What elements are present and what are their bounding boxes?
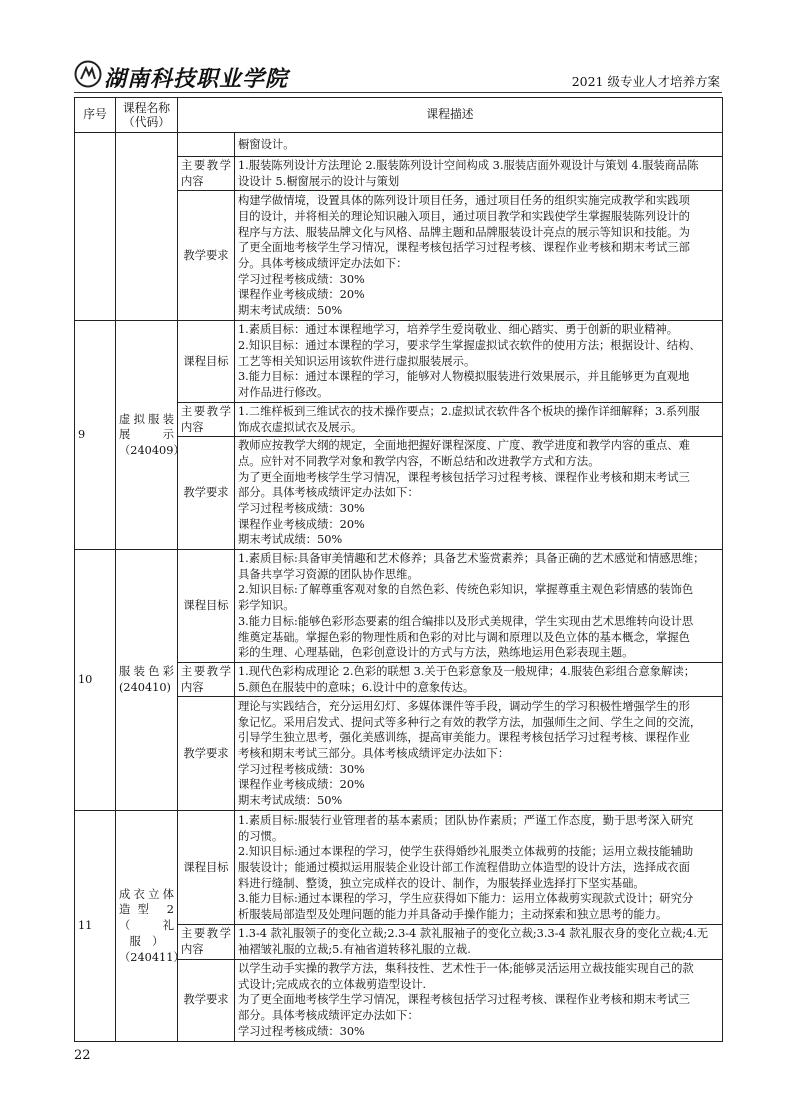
header-course-description: 课程描述 [178,98,723,133]
cell-label-empty [178,133,235,157]
cell-name-empty [116,133,178,321]
req-text: 教师应按教学大纲的规定，全面地把握好课程深度、广度、教学进度和教学内容的重点、难 点。应针对不同教学对象和教学内容，不断总结和改进教学方式和方法。 为了更全面地考核学生学习情况，课程考核包括学习过程考核、课程作业考核和期末考试三 部分。具体考核成绩评定办法如下： 学习过程考核成绩：30% 课程作业考核成绩：20% 期末考试成绩：50% [235,437,723,550]
req-label: 教学要求 [178,437,235,550]
document-title: 2021 级专业人才培养方案 [571,74,720,89]
course-name: 服装色彩 (240410) [116,550,178,811]
content-label: 主要教学内容 [178,157,235,191]
page-number: 22 [74,1048,91,1063]
content-text: 1.现代色彩构成理论 2.色彩的联想 3.关于色彩意象及一般规律；4.服装色彩组合意象解读； 5.颜色在服装中的意味；6.设计中的意象传达。 [235,662,723,696]
school-logo [74,60,289,92]
content-label: 主要教学内容 [178,925,235,959]
course-name: 虚拟服装 展 示 （240409） [116,321,178,550]
cell-num-empty [75,133,116,321]
goal-label: 课程目标 [178,321,235,402]
content-text: 1.二维样板到三维试衣的技术操作要点；2.虚拟试衣软件各个板块的操作详细解释；3.系列服 饰成衣虚拟试衣及展示。 [235,402,723,436]
goal-label: 课程目标 [178,811,235,925]
goal-text: 1.素质目标:服装行业管理者的基本素质；团队协作素质；严谨工作态度，勤于思考深入研究 的习惯。 2.知识目标:通过本课程的学习，使学生获得婚纱礼服类立体裁剪的技能；运用立裁技能辅助 服装设计；能通过模拟运用服装企业设计部工作流程借助立体造型的设计方法，选择成衣面 料进行缝制、整烫，独立完成样衣的设计、制作，为服装择业选择打下坚实基础。 3.能力目标:通过本课程的学习，学生应获得如下能力：运用立体裁剪实现款式设计；研究分 析服装局部造型及处理问题的能力并具备动手操作能力；主动探索和独立思考的能力。 [235,811,723,925]
content-text: 1.3-4 款礼服领子的变化立裁;2.3-4 款礼服袖子的变化立裁;3.3-4 款礼服衣身的变化立裁;4.无 袖褶皱礼服的立裁;5.有袖省道转移礼服的立裁. [235,925,723,959]
content-label: 主要教学内容 [178,662,235,696]
table-header-row [75,98,723,133]
table-row [75,550,723,663]
req-text: 以学生动手实操的教学方法，集科技性、艺术性于一体;能够灵活运用立裁技能实现自己的款 式设计;完成成衣的立体裁剪造型设计. 为了更全面地考核学生学习情况，课程考核包括学习过程考核、课程作业考核和期末考试三 部分。具体考核成绩评定办法如下： 学习过程考核成绩：30% [235,959,723,1041]
cont-text: 橱窗设计。 [235,133,723,157]
req-text: 理论与实践结合，充分运用幻灯、多媒体课件等手段，调动学生的学习积极性增强学生的形 象记忆。采用启发式、提问式等多种行之有效的教学方法，加强师生之间、学生之间的交流， 引导学生独立思考，强化美感训练，提高审美能力。课程考核包括学习过程考核、课程作业 考核和期末考试三部分。具体考核成绩评定办法如下： 学习过程考核成绩：30% 课程作业考核成绩：20% 期末考试成绩：50% [235,697,723,811]
table-row [75,321,723,402]
goal-label: 课程目标 [178,550,235,663]
req-label: 教学要求 [178,959,235,1041]
header-course-name: 课程名称（代码） [116,98,178,133]
page-header [74,58,722,93]
table-row [75,133,723,157]
req-label: 教学要求 [178,191,235,321]
course-number: 10 [75,550,116,811]
content-text: 1.服装陈列设计方法理论 2.服装陈列设计空间构成 3.服装店面外观设计与策划 4.服装商品陈 设设计 5.橱窗展示的设计与策划 [235,157,723,191]
table-row [75,811,723,925]
course-name: 成衣立体 造型 2（礼 服 ） （240411） [116,811,178,1041]
goal-text: 1.素质目标：通过本课程地学习，培养学生爱岗敬业、细心踏实、勇于创新的职业精神。 2.知识目标：通过本课程的学习，要求学生掌握虚拟试衣软件的使用方法；根据设计、结构、 工艺等相关知识运用该软件进行虚拟服装展示。 3.能力目标：通过本课程的学习，能够对人物模拟服装进行效果展示，并且能够更为直观地 对作品进行修改。 [235,321,723,402]
course-description-table [74,97,723,1042]
req-label: 教学要求 [178,697,235,811]
course-number: 11 [75,811,116,1041]
goal-text: 1.素质目标:具备审美情趣和艺术修养；具备艺术鉴赏素养；具备正确的艺术感觉和情感思维； 具备共享学习资源的团队协作思维。 2.知识目标:了解尊重客观对象的自然色彩、传统色彩知识，掌握尊重主观色彩情感的装饰色 彩学知识。 3.能力目标:能够色彩形态要素的组合编排以及形式美规律，学生实现由艺术思维转向设计思 维奠定基础。掌握色彩的物理性质和色彩的对比与调和原理以及色立体的基本概念，掌握色 彩的生理、心理基础，色彩创意设计的方式与方法，熟练地运用色彩表现主题。 [235,550,723,663]
content-label: 主要教学内容 [178,402,235,436]
school-emblem-icon [74,60,102,88]
header-seq: 序号 [75,98,116,133]
school-name-logotype: 湖南科技职业学院 [104,66,289,92]
req-text: 构建学做情境，设置具体的陈列设计项目任务，通过项目任务的组织实施完成教学和实践项 目的设计，并将相关的理论知识融入项目，通过项目教学和实践使学生掌握服装陈列设计的 程序与方法、服装品牌文化与风格、品牌主题和品牌服装设计亮点的展示等知识和技能。为 了更全面地考核学生学习情况，课程考核包括学习过程考核、课程作业考核和期末考试三部 分。具体考核成绩评定办法如下： 学习过程考核成绩：30% 课程作业考核成绩：20% 期末考试成绩：50% [235,191,723,321]
course-number: 9 [75,321,116,550]
